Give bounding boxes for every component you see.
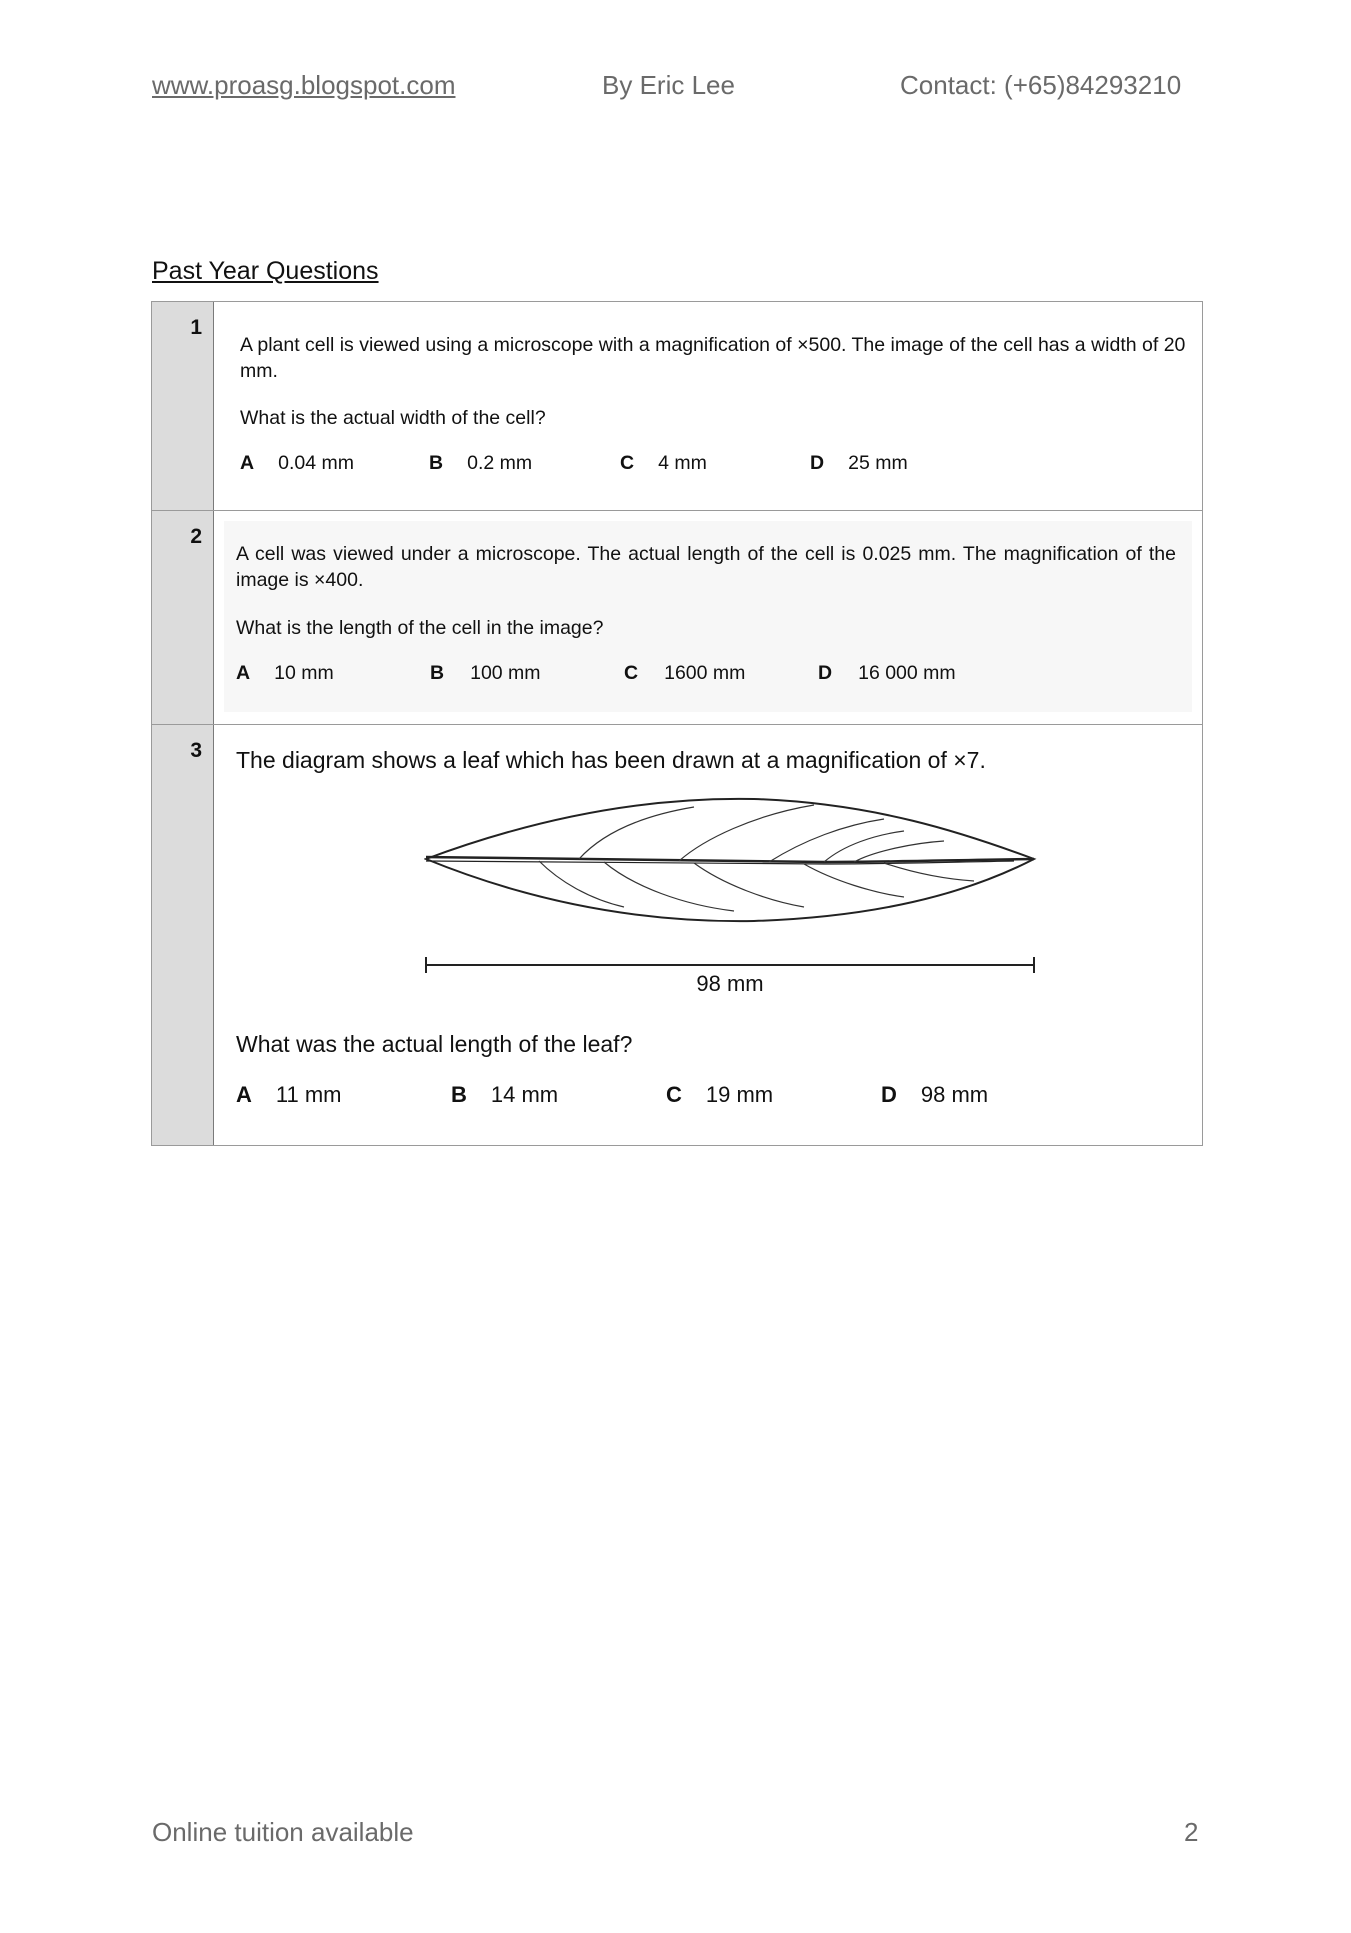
option-d [818, 662, 956, 685]
header-contact: Contact: (+65)84293210 [900, 70, 1182, 100]
option-a [236, 1082, 342, 1108]
option-text: 16 000 mm [858, 662, 956, 684]
option-letter: D [881, 1082, 897, 1107]
option-letter: B [430, 662, 445, 684]
leaf-vein [579, 807, 694, 859]
option-text: 10 mm [274, 662, 334, 684]
question-stem: The diagram shows a leaf which has been drawn at a magnification of ×7. [236, 747, 986, 773]
question-prompt: What was the actual length of the leaf? [236, 1031, 633, 1057]
questions-table [151, 301, 1203, 1146]
option-letter: A [236, 662, 251, 684]
option-letter: B [429, 452, 444, 474]
option-text: 19 mm [705, 1082, 774, 1107]
option-text: 4 mm [658, 452, 707, 474]
leaf-vein [884, 863, 974, 881]
leaf-vein [804, 864, 904, 897]
footer-note: Online tuition available [152, 1817, 414, 1847]
scale-label: 98 mm [696, 971, 764, 996]
option-b [429, 452, 532, 475]
page-number: 2 [1184, 1817, 1199, 1847]
option-c [620, 452, 707, 475]
section-title: Past Year Questions [152, 257, 379, 285]
leaf-vein [604, 862, 734, 911]
option-b [430, 662, 541, 685]
question-number: 3 [152, 725, 214, 1145]
question-stem: A plant cell is viewed using a microscope with a magnification of ×500. The image of the cell has a width of 20 mm. [240, 334, 1186, 382]
option-text: 0.2 mm [467, 452, 533, 474]
option-text: 1600 mm [664, 662, 746, 684]
option-c [624, 662, 745, 685]
question-prompt: What is the actual width of the cell? [240, 407, 546, 429]
question-box [224, 521, 1192, 712]
leaf-vein [694, 863, 804, 907]
option-letter: C [624, 662, 639, 684]
leaf-vein [679, 805, 814, 861]
option-text: 0.04 mm [278, 452, 354, 474]
option-b [451, 1082, 558, 1108]
question-body [214, 302, 1202, 510]
option-d [881, 1082, 988, 1108]
option-letter: A [236, 1082, 252, 1107]
leaf-vein [854, 841, 944, 862]
option-text: 25 mm [848, 452, 908, 474]
option-text: 11 mm [275, 1082, 342, 1107]
question-body [214, 511, 1202, 724]
option-d [810, 452, 908, 475]
option-letter: A [240, 452, 255, 474]
question-body [214, 725, 1202, 1145]
option-a [236, 662, 334, 685]
leaf-vein [769, 819, 884, 862]
option-text: 100 mm [470, 662, 541, 684]
question-number: 2 [152, 511, 214, 724]
question-row-3 [152, 725, 1202, 1145]
question-row-2 [152, 511, 1202, 725]
header-author: By Eric Lee [602, 70, 735, 100]
option-text: 98 mm [920, 1082, 989, 1107]
option-text: 14 mm [490, 1082, 559, 1107]
question-number: 1 [152, 302, 214, 510]
question-prompt: What is the length of the cell in the image? [236, 617, 604, 639]
option-letter: D [818, 662, 833, 684]
option-letter: C [666, 1082, 682, 1107]
header-site-link[interactable]: www.proasg.blogspot.com [152, 70, 456, 100]
option-c [666, 1082, 773, 1108]
option-letter: C [620, 452, 635, 474]
leaf-diagram [424, 795, 1044, 1005]
option-letter: B [451, 1082, 467, 1107]
question-row-1 [152, 302, 1202, 511]
option-letter: D [810, 452, 825, 474]
option-a [240, 452, 354, 475]
question-stem: A cell was viewed under a microscope. The actual length of the cell is 0.025 mm. The magnification of the image is ×400. [236, 543, 1176, 591]
